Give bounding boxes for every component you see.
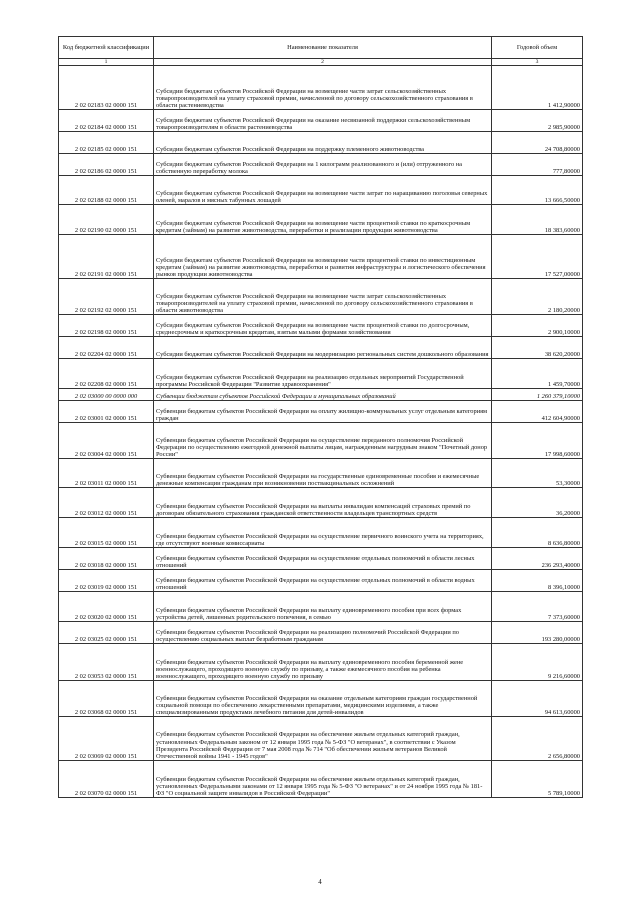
row-name: Субсидии бюджетам субъектов Российской Федерации на возмещение части процентной ставки по долгосрочным, среднесрочным и краткосрочным кредитам, взятым малыми формами хозяйствования [154, 315, 492, 337]
table-row [59, 279, 583, 315]
row-value: 193 280,00000 [492, 622, 583, 644]
row-value: 17 998,60000 [492, 423, 583, 459]
row-value: 236 293,40000 [492, 548, 583, 570]
column-number: 1 [59, 59, 154, 66]
row-value: 777,80000 [492, 154, 583, 176]
row-value: 2 985,90000 [492, 110, 583, 132]
column-number-row [59, 59, 583, 66]
row-name: Субвенции бюджетам субъектов Российской Федерации на выплату единовременного пособия при всех формах устройства детей, лишенных родительского попечения, в семью [154, 592, 492, 622]
table-row [59, 205, 583, 235]
row-value: 2 656,80000 [492, 717, 583, 761]
table-row [59, 401, 583, 423]
row-value: 17 527,00000 [492, 235, 583, 279]
row-code: 2 02 02185 02 0000 151 [59, 132, 154, 154]
table-row [59, 761, 583, 798]
budget-table [58, 36, 583, 798]
row-name: Субвенции бюджетам субъектов Российской Федерации на обеспечение жильем отдельных категорий граждан, установленных Федеральным законом от 12 января 1995 года № 5-ФЗ "О ветеранах", в соответствии с Указом Президента Российской Федерации от 7 мая 2008 года № 714 "Об обеспечении жильем ветеранов Великой Отечественной войны 1941 - 1945 годов" [154, 717, 492, 761]
row-value: 1 260 379,10000 [492, 389, 583, 401]
row-value: 2 900,10000 [492, 315, 583, 337]
row-code: 2 02 02204 02 0000 151 [59, 337, 154, 359]
row-value: 7 373,60000 [492, 592, 583, 622]
row-value: 1 459,70000 [492, 359, 583, 389]
table-row [59, 681, 583, 717]
table-row [59, 570, 583, 592]
table-row [59, 518, 583, 548]
table-row [59, 423, 583, 459]
table-row [59, 235, 583, 279]
row-code: 2 02 02198 02 0000 151 [59, 315, 154, 337]
table-row [59, 359, 583, 389]
row-value: 1 412,90000 [492, 66, 583, 110]
row-code: 2 02 02184 02 0000 151 [59, 110, 154, 132]
table-row [59, 176, 583, 205]
row-code: 2 02 03015 02 0000 151 [59, 518, 154, 548]
row-code: 2 02 03069 02 0000 151 [59, 717, 154, 761]
table-row [59, 592, 583, 622]
row-code: 2 02 03020 02 0000 151 [59, 592, 154, 622]
row-value: 38 620,20000 [492, 337, 583, 359]
row-name: Субвенции бюджетам субъектов Российской Федерации на выплату единовременного пособия беременной жене военнослужащего, проходящего военную службу по призыву, а также ежемесячного пособия на ребенка военнослужащего, проходящего военную службу по призыву [154, 644, 492, 681]
row-value: 8 636,80000 [492, 518, 583, 548]
row-name: Субсидии бюджетам субъектов Российской Федерации на оказание несвязанной поддержки сельскохозяйственным товаропроизводителям в области растениеводства [154, 110, 492, 132]
table-row [59, 110, 583, 132]
table-row [59, 644, 583, 681]
budget-table-sheet [58, 36, 582, 798]
row-code: 2 02 03012 02 0000 151 [59, 488, 154, 518]
row-name: Субвенции бюджетам субъектов Российской Федерации на осуществление первичного воинского учета на территориях, где отсутствуют военные комиссариаты [154, 518, 492, 548]
row-name: Субвенции бюджетам субъектов Российской Федерации на оплату жилищно-коммунальных услуг отдельным категориям граждан [154, 401, 492, 423]
header-name: Наименование показателя [154, 37, 492, 59]
row-code: 2 02 03025 02 0000 151 [59, 622, 154, 644]
header-code: Код бюджетной классификации [59, 37, 154, 59]
row-name: Субвенции бюджетам субъектов Российской Федерации на реализацию полномочий Российской Федерации по осуществлению социальных выплат безработным гражданам [154, 622, 492, 644]
table-header-row [59, 37, 583, 59]
row-code: 2 02 03053 02 0000 151 [59, 644, 154, 681]
column-number: 3 [492, 59, 583, 66]
row-value: 2 180,20000 [492, 279, 583, 315]
row-name: Субвенции бюджетам субъектов Российской Федерации на государственные единовременные пособия и ежемесячные денежные компенсации гражданам при возникновении поствакцинальных осложнений [154, 459, 492, 488]
row-value: 13 666,50000 [492, 176, 583, 205]
row-value: 94 613,60000 [492, 681, 583, 717]
row-name: Субсидии бюджетам субъектов Российской Федерации на возмещение части затрат сельскохозяйственных товаропроизводителей на уплату страховой премии, начисленной по договору сельскохозяйственного страхования в области растениеводства [154, 66, 492, 110]
row-name: Субвенции бюджетам субъектов Российской Федерации на обеспечение жильем отдельных категорий граждан, установленных Федеральными законами от 12 января 1995 года № 5-ФЗ "О ветеранах" и от 24 ноября 1995 года № 181-ФЗ "О социальной защите инвалидов в Российской Федерации" [154, 761, 492, 798]
table-row [59, 315, 583, 337]
row-name: Субвенции бюджетам субъектов Российской Федерации на осуществление переданного полномочия Российской Федерации по осуществлению ежегодной денежной выплаты лицам, награжденным нагрудным знаком "Почетный донор России" [154, 423, 492, 459]
row-code: 2 02 03019 02 0000 151 [59, 570, 154, 592]
table-row [59, 66, 583, 110]
row-name: Субвенции бюджетам субъектов Российской Федерации на выплаты инвалидам компенсаций страховых премий по договорам обязательного страхования гражданской ответственности владельцев транспортных средств [154, 488, 492, 518]
row-code: 2 02 03000 00 0000 000 [59, 389, 154, 401]
row-code: 2 02 03001 02 0000 151 [59, 401, 154, 423]
table-row [59, 337, 583, 359]
table-row [59, 459, 583, 488]
row-code: 2 02 03070 02 0000 151 [59, 761, 154, 798]
row-code: 2 02 02208 02 0000 151 [59, 359, 154, 389]
row-code: 2 02 02186 02 0000 151 [59, 154, 154, 176]
row-value: 5 789,10000 [492, 761, 583, 798]
row-code: 2 02 03004 02 0000 151 [59, 423, 154, 459]
row-name: Субсидии бюджетам субъектов Российской Федерации на возмещение части затрат сельскохозяйственных товаропроизводителей на уплату страховой премии, начисленной по договору сельскохозяйственного страхования в области животноводства [154, 279, 492, 315]
row-value: 8 396,10000 [492, 570, 583, 592]
row-value: 36,20000 [492, 488, 583, 518]
row-name: Субсидии бюджетам субъектов Российской Федерации на 1 килограмм реализованного и (или) отгруженного на собственную переработку молока [154, 154, 492, 176]
table-row [59, 389, 583, 401]
row-code: 2 02 02190 02 0000 151 [59, 205, 154, 235]
table-row [59, 622, 583, 644]
row-value: 24 708,80000 [492, 132, 583, 154]
table-row [59, 548, 583, 570]
row-value: 412 604,90000 [492, 401, 583, 423]
row-code: 2 02 02183 02 0000 151 [59, 66, 154, 110]
row-name: Субвенции бюджетам субъектов Российской Федерации на осуществление отдельных полномочий в области водных отношений [154, 570, 492, 592]
row-name: Субвенции бюджетам субъектов Российской Федерации на оказание отдельным категориям граждан государственной социальной помощи по обеспечению лекарственными препаратами, медицинскими изделиями, а также специализированными продуктами лечебного питания для детей-инвалидов [154, 681, 492, 717]
table-row [59, 488, 583, 518]
row-name: Субсидии бюджетам субъектов Российской Федерации на реализацию отдельных мероприятий Государственной программы Российской Федерации "Развитие здравоохранения" [154, 359, 492, 389]
row-code: 2 02 02188 02 0000 151 [59, 176, 154, 205]
row-name: Субвенции бюджетам субъектов Российской Федерации на осуществление отдельных полномочий в области лесных отношений [154, 548, 492, 570]
row-value: 9 216,60000 [492, 644, 583, 681]
row-code: 2 02 02192 02 0000 151 [59, 279, 154, 315]
row-name: Субсидии бюджетам субъектов Российской Федерации на возмещение части процентной ставки по инвестиционным кредитам (займам) на развитие животноводства, переработки и развития инфраструктуры и логистического обеспечения рынков продукции животноводства [154, 235, 492, 279]
row-code: 2 02 03068 02 0000 151 [59, 681, 154, 717]
row-name: Субсидии бюджетам субъектов Российской Федерации на возмещение части процентной ставки по краткосрочным кредитам (займам) на развитие животноводства, переработки и реализации продукции животноводства [154, 205, 492, 235]
column-number: 2 [154, 59, 492, 66]
row-value: 53,30000 [492, 459, 583, 488]
row-code: 2 02 03011 02 0000 151 [59, 459, 154, 488]
table-row [59, 132, 583, 154]
row-value: 18 383,60000 [492, 205, 583, 235]
row-name: Субсидии бюджетам субъектов Российской Федерации на возмещение части затрат по наращиванию поголовья северных оленей, маралов и мясных табунных лошадей [154, 176, 492, 205]
page-number: 4 [318, 878, 322, 886]
row-code: 2 02 02191 02 0000 151 [59, 235, 154, 279]
header-value: Годовой объем [492, 37, 583, 59]
row-name: Субсидии бюджетам субъектов Российской Федерации на модернизацию региональных систем дошкольного образования [154, 337, 492, 359]
row-name: Субвенции бюджетам субъектов Российской Федерации и муниципальных образований [154, 389, 492, 401]
table-row [59, 154, 583, 176]
row-name: Субсидии бюджетам субъектов Российской Федерации на поддержку племенного животноводства [154, 132, 492, 154]
row-code: 2 02 03018 02 0000 151 [59, 548, 154, 570]
table-row [59, 717, 583, 761]
